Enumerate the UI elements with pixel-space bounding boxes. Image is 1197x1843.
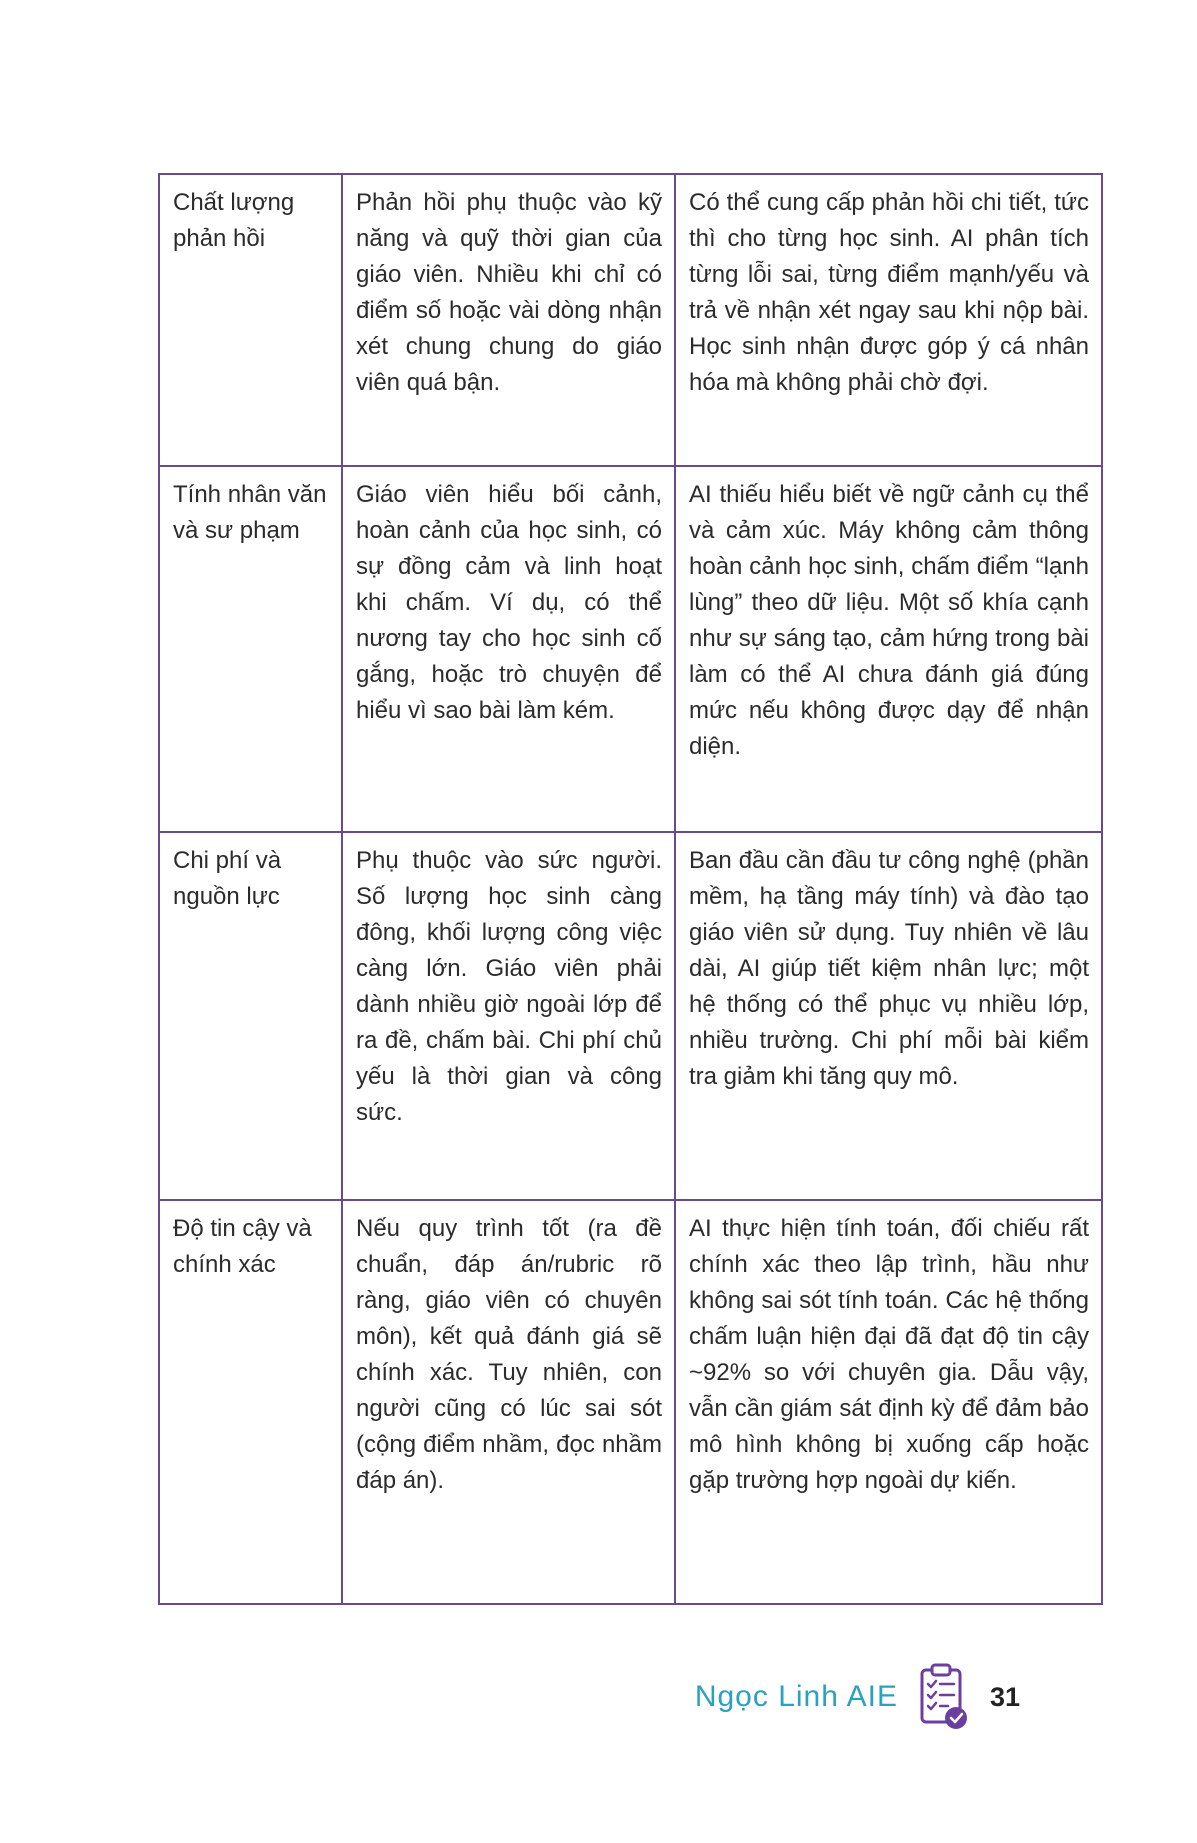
ai-cell: Ban đầu cần đầu tư công nghệ (phần mềm, hạ tầng máy tính) và đào tạo giáo viên sử dụng. Tuy nhiên về lâu dài, AI giúp tiết kiệm nhân lực; một hệ thống có thể phục vụ nhiều lớp, nhiều trường. Chi phí mỗi bài kiểm tra giảm khi tăng quy mô. xyxy=(675,832,1102,1200)
clipboard-check-icon xyxy=(918,1662,970,1732)
table-row xyxy=(159,466,1102,832)
page-number: 31 xyxy=(989,1681,1020,1712)
ai-cell: Có thể cung cấp phản hồi chi tiết, tức thì cho từng học sinh. AI phân tích từng lỗi sai, từng điểm mạnh/yếu và trả về nhận xét ngay sau khi nộp bài. Học sinh nhận được góp ý cá nhân hóa mà không phải chờ đợi. xyxy=(675,174,1102,466)
criterion-cell: Chất lượng phản hồi xyxy=(159,174,342,466)
criterion-cell: Chi phí và nguồn lực xyxy=(159,832,342,1200)
criterion-cell: Tính nhân văn và sư phạm xyxy=(159,466,342,832)
criterion-cell: Độ tin cậy và chính xác xyxy=(159,1200,342,1604)
ai-cell: AI thực hiện tính toán, đối chiếu rất chính xác theo lập trình, hầu như không sai sót tính toán. Các hệ thống chấm luận hiện đại đã đạt độ tin cậy ~92% so với chuyên gia. Dẫu vậy, vẫn cần giám sát định kỳ để đảm bảo mô hình không bị xuống cấp hoặc gặp trường hợp ngoài dự kiến. xyxy=(675,1200,1102,1604)
teacher-cell: Phản hồi phụ thuộc vào kỹ năng và quỹ thời gian của giáo viên. Nhiều khi chỉ có điểm số hoặc vài dòng nhận xét chung chung do giáo viên quá bận. xyxy=(342,174,675,466)
teacher-cell: Phụ thuộc vào sức người. Số lượng học sinh càng đông, khối lượng công việc càng lớn. Giáo viên phải dành nhiều giờ ngoài lớp để ra đề, chấm bài. Chi phí chủ yếu là thời gian và công sức. xyxy=(342,832,675,1200)
table-row xyxy=(159,174,1102,466)
teacher-cell: Nếu quy trình tốt (ra đề chuẩn, đáp án/rubric rõ ràng, giáo viên có chuyên môn), kết quả đánh giá sẽ chính xác. Tuy nhiên, con người cũng có lúc sai sót (cộng điểm nhầm, đọc nhầm đáp án). xyxy=(342,1200,675,1604)
brand-name: Ngọc Linh AIE xyxy=(694,1680,898,1713)
teacher-cell: Giáo viên hiểu bối cảnh, hoàn cảnh của học sinh, có sự đồng cảm và linh hoạt khi chấm. Ví dụ, có thể nương tay cho học sinh cố gắng, hoặc trò chuyện để hiểu vì sao bài làm kém. xyxy=(342,466,675,832)
table-row xyxy=(159,832,1102,1200)
comparison-table xyxy=(158,173,1103,1605)
ai-cell: AI thiếu hiểu biết về ngữ cảnh cụ thể và cảm xúc. Máy không cảm thông hoàn cảnh học sinh, chấm điểm “lạnh lùng” theo dữ liệu. Một số khía cạnh như sự sáng tạo, cảm hứng trong bài làm có thể AI chưa đánh giá đúng mức nếu không được dạy để nhận diện. xyxy=(675,466,1102,832)
table-row xyxy=(159,1200,1102,1604)
page-footer xyxy=(695,1660,1020,1734)
